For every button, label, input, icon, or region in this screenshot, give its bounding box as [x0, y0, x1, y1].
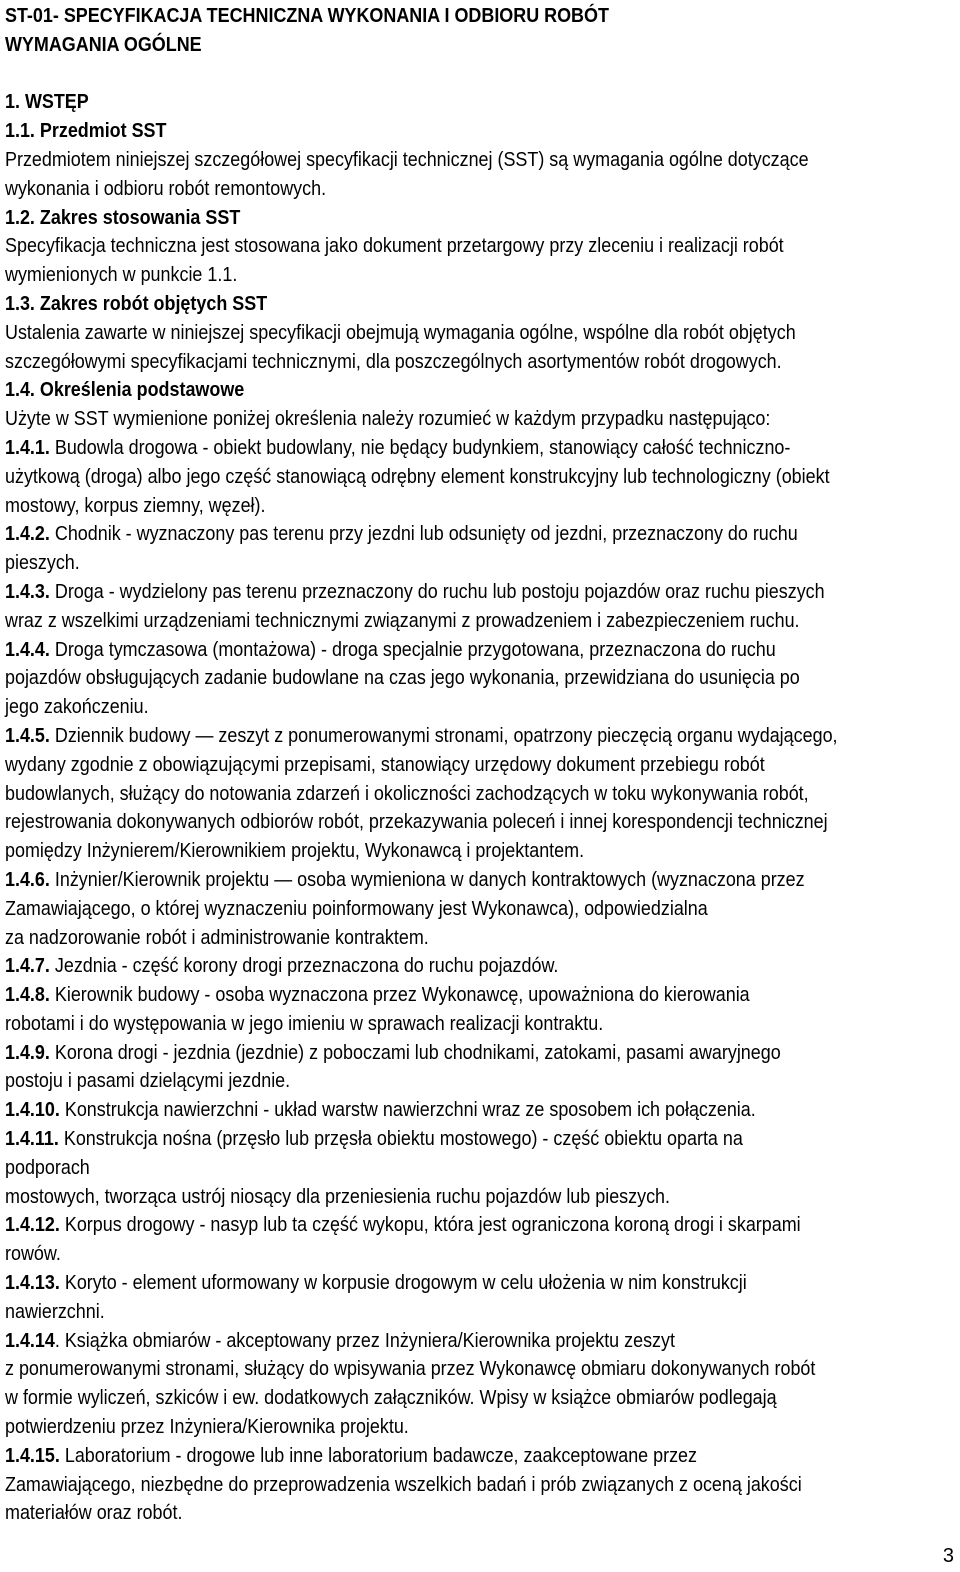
paragraph-line: nawierzchni.: [5, 1299, 105, 1323]
definition-1-4-10: [5, 1096, 836, 1125]
definition-text: Inżynier/Kierownik projektu — osoba wymieniona w danych kontraktowych (wyznaczona przez: [49, 867, 805, 891]
paragraph-line: za nadzorowanie robót i administrowanie kontraktem.: [5, 925, 429, 949]
definition-text: Konstrukcja nośna (przęsło lub przęsła obiektu mostowego) - część obiektu oparta na: [58, 1127, 743, 1151]
section-heading-1-1: 1.1. Przedmiot SST: [5, 119, 167, 143]
definition-1-4-2: [5, 520, 836, 549]
paragraph-line: Użyte w SST wymienione poniżej określenia należy rozumieć w każdym przypadku następująco:: [5, 407, 771, 431]
paragraph-line: pomiędzy Inżynierem/Kierownikiem projektu, Wykonawcą i projektantem.: [5, 839, 585, 863]
page-number: 3: [942, 1545, 954, 1567]
definition-1-4-3: [5, 578, 836, 607]
definition-text: Budowla drogowa - obiekt budowlany, nie będący budynkiem, stanowiący całość techniczno-: [49, 435, 791, 459]
paragraph-line: wraz z wszelkimi urządzeniami technicznymi związanymi z prowadzeniem i zabezpieczeniem ruchu.: [5, 608, 800, 632]
paragraph-line: pieszych.: [5, 551, 80, 575]
definition-number: 1.4.9.: [5, 1040, 50, 1064]
paragraph-line: wydany zgodnie z obowiązującymi przepisami, stanowiący urzędowy dokument przebiegu robót: [5, 752, 765, 776]
definition-number: 1.4.3.: [5, 579, 50, 603]
definition-number: 1.4.10.: [5, 1098, 60, 1122]
paragraph-line: potwierdzeniu przez Inżyniera/Kierownika projektu.: [5, 1415, 409, 1439]
definition-1-4-12: [5, 1211, 836, 1240]
paragraph-line: użytkową (droga) albo jego część stanowiącą odrębny element konstrukcyjny lub technologiczny (obiekt: [5, 464, 830, 488]
paragraph-line: pojazdów obsługujących zadanie budowlane na czas jego wykonania, przewidziana do usunięcia po: [5, 666, 800, 690]
definition-number: 1.4.2.: [5, 522, 50, 546]
definition-number: 1.4.7.: [5, 954, 50, 978]
definition-text: Konstrukcja nawierzchni - układ warstw nawierzchni wraz ze sposobem ich połączenia.: [59, 1098, 756, 1122]
definition-number: 1.4.1.: [5, 435, 50, 459]
paragraph-line: robotami i do występowania w jego imieniu w sprawach realizacji kontraktu.: [5, 1011, 604, 1035]
paragraph-line: Zamawiającego, o której wyznaczeniu poinformowany jest Wykonawca), odpowiedzialna: [5, 896, 708, 920]
definition-1-4-7: [5, 952, 836, 981]
section-heading-1-2: 1.2. Zakres stosowania SST: [5, 205, 241, 229]
definition-text: Korona drogi - jezdnia (jezdnie) z poboczami lub chodnikami, zatokami, pasami awaryjnego: [49, 1040, 781, 1064]
paragraph-line: jego zakończeniu.: [5, 695, 149, 719]
definition-1-4-8: [5, 981, 836, 1010]
definition-number: 1.4.8.: [5, 983, 50, 1007]
paragraph-line: Zamawiającego, niezbędne do przeprowadzenia wszelkich badań i prób związanych z oceną jakości: [5, 1472, 802, 1496]
definition-1-4-5: [5, 722, 836, 751]
definition-number: 1.4.4.: [5, 637, 50, 661]
paragraph-line: wykonania i odbioru robót remontowych.: [5, 176, 327, 200]
paragraph-line: mostowy, korpus ziemny, węzeł).: [5, 493, 266, 517]
definition-1-4-9: [5, 1039, 836, 1068]
definition-1-4-4: [5, 636, 836, 665]
definition-1-4-14: [5, 1327, 836, 1356]
definition-1-4-11: [5, 1125, 836, 1154]
definition-text: Jezdnia - część korony drogi przeznaczona do ruchu pojazdów.: [49, 954, 559, 978]
definition-text: Droga - wydzielony pas terenu przeznaczony do ruchu lub postoju pojazdów oraz ruchu pieszych: [49, 579, 825, 603]
document-page: [5, 2, 955, 1528]
definition-number: 1.4.15.: [5, 1443, 60, 1467]
definition-1-4-15: [5, 1442, 836, 1471]
definition-number: 1.4.14: [5, 1328, 55, 1352]
definition-text: Dziennik budowy — zeszyt z ponumerowanymi stronami, opatrzony pieczęcią organu wydającego,: [49, 723, 838, 747]
paragraph-line: podporach: [5, 1155, 90, 1179]
definition-1-4-1: [5, 434, 836, 463]
definition-number: 1.4.5.: [5, 723, 50, 747]
definition-text: Laboratorium - drogowe lub inne laboratorium badawcze, zaakceptowane przez: [59, 1443, 698, 1467]
section-heading-1: 1. WSTĘP: [5, 90, 89, 114]
paragraph-line: materiałów oraz robót.: [5, 1501, 183, 1525]
definition-number: 1.4.11.: [5, 1127, 59, 1151]
paragraph-line: wymienionych w punkcie 1.1.: [5, 263, 238, 287]
document-title: ST-01- SPECYFIKACJA TECHNICZNA WYKONANIA I ODBIORU ROBÓT: [5, 4, 609, 27]
paragraph-line: szczegółowymi specyfikacjami technicznymi, dla poszczególnych asortymentów robót drogowych.: [5, 349, 782, 373]
paragraph-line: postoju i pasami dzielącymi jezdnie.: [5, 1069, 291, 1093]
definition-text: Korpus drogowy - nasyp lub ta część wykopu, która jest ograniczona koroną drogi i skarpami: [59, 1213, 801, 1237]
paragraph-line: z ponumerowanymi stronami, służący do wpisywania przez Wykonawcę obmiaru dokonywanych robót: [5, 1357, 816, 1381]
paragraph-line: rejestrowania dokonywanych odbiorów robót, przekazywania poleceń i innej korespondencji technicznej: [5, 810, 828, 834]
definition-1-4-13: [5, 1269, 836, 1298]
paragraph-line: w formie wyliczeń, szkiców i ew. dodatkowych załączników. Wpisy w książce obmiarów podlegają: [5, 1386, 777, 1410]
definition-text: Kierownik budowy - osoba wyznaczona przez Wykonawcę, upoważniona do kierowania: [49, 983, 750, 1007]
definition-number: 1.4.12.: [5, 1213, 60, 1237]
definition-text: Droga tymczasowa (montażowa) - droga specjalnie przygotowana, przeznaczona do ruchu: [49, 637, 776, 661]
paragraph-line: budowlanych, służący do notowania zdarzeń i okoliczności zachodzących w toku wykonywania robót,: [5, 781, 809, 805]
definition-number: 1.4.13.: [5, 1271, 60, 1295]
paragraph-line: Przedmiotem niniejszej szczegółowej specyfikacji technicznej (SST) są wymagania ogólne dotyczące: [5, 147, 809, 171]
document-subtitle: WYMAGANIA OGÓLNE: [5, 32, 202, 56]
definition-text: Chodnik - wyznaczony pas terenu przy jezdni lub odsunięty od jezdni, przeznaczony do ruchu: [49, 522, 798, 546]
blank-line: [5, 60, 955, 89]
section-heading-1-4: 1.4. Określenia podstawowe: [5, 378, 245, 402]
definition-number: 1.4.6.: [5, 867, 50, 891]
paragraph-line: mostowych, tworząca ustrój niosący dla przeniesienia ruchu pojazdów lub pieszych.: [5, 1184, 671, 1208]
definition-text: . Książka obmiarów - akceptowany przez Inżyniera/Kierownika projektu zeszyt: [54, 1328, 675, 1352]
section-heading-1-3: 1.3. Zakres robót objętych SST: [5, 291, 268, 315]
definition-text: Koryto - element uformowany w korpusie drogowym w celu ułożenia w nim konstrukcji: [59, 1271, 747, 1295]
paragraph-line: Ustalenia zawarte w niniejszej specyfikacji obejmują wymagania ogólne, wspólne dla robót objętych: [5, 320, 796, 344]
paragraph-line: Specyfikacja techniczna jest stosowana jako dokument przetargowy przy zleceniu i realizacji robót: [5, 234, 784, 258]
definition-1-4-6: [5, 866, 836, 895]
paragraph-line: rowów.: [5, 1242, 61, 1266]
